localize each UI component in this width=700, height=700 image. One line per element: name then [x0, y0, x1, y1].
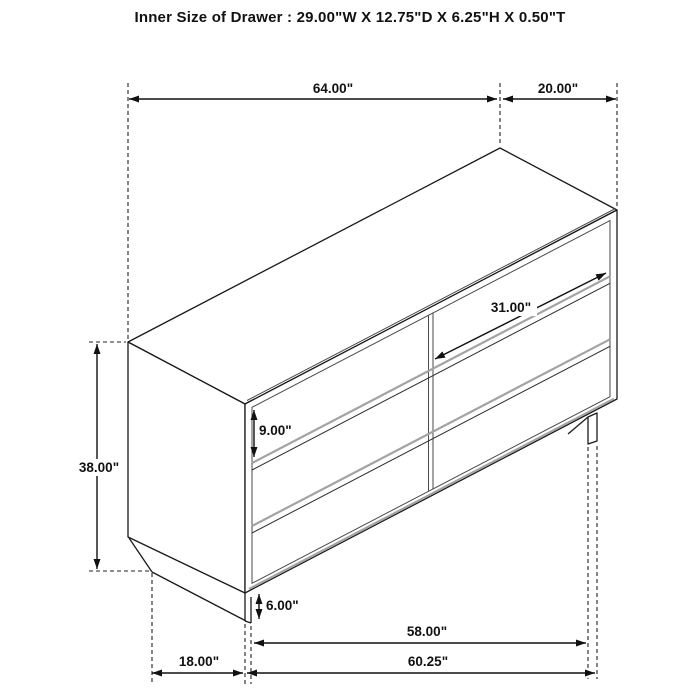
dim-drawer-height-label: 9.00" — [259, 423, 292, 438]
dim-base-span-label: 58.00" — [406, 624, 448, 639]
dim-bottom-depth — [152, 654, 243, 673]
dim-bottom-width — [247, 654, 595, 673]
dim-base-height-label: 6.00" — [266, 598, 299, 613]
dim-bottom-depth-label: 18.00" — [178, 654, 220, 669]
dim-overall-height — [74, 344, 124, 569]
dim-drawer-width-label: 31.00" — [490, 300, 532, 315]
dim-top-depth-label: 20.00" — [537, 81, 579, 96]
dim-top-width — [129, 81, 497, 99]
dim-base-span — [254, 624, 586, 643]
dim-bottom-width-label: 60.25" — [407, 654, 449, 669]
dim-top-width-label: 64.00" — [312, 81, 354, 96]
page-title: Inner Size of Drawer : 29.00"W X 12.75"D X 6.25"H X 0.50"T — [134, 9, 566, 26]
dim-overall-height-label: 38.00" — [78, 460, 120, 475]
dim-top-depth — [503, 81, 616, 99]
dim-base-height — [259, 594, 306, 619]
dresser-body — [128, 148, 617, 623]
